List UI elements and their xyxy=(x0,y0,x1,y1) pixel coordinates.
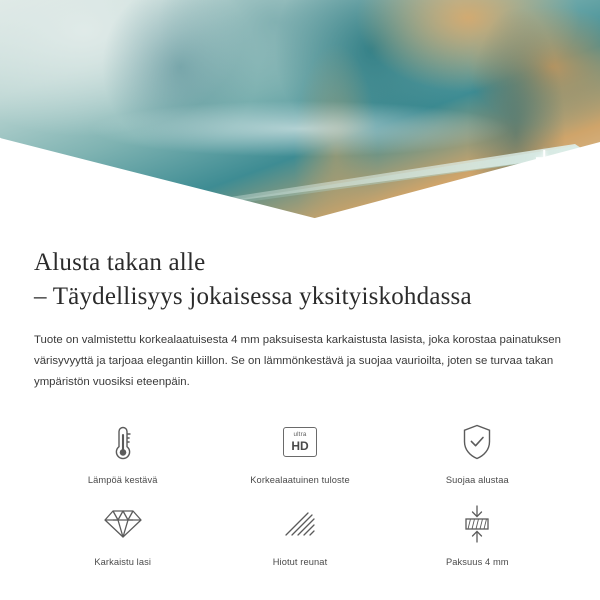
feature-label: Karkaistu lasi xyxy=(94,557,151,567)
feature-label: Korkealaatuinen tuloste xyxy=(250,475,350,485)
feature-label: Hiotut reunat xyxy=(272,557,328,567)
feature-item-heat-resistant xyxy=(34,419,211,485)
feature-label: Lämpöä kestävä xyxy=(87,475,158,485)
feature-label: Suojaa alustaa xyxy=(445,475,509,485)
headline-line-2: – Täydellisyys jokaisessa yksityiskohdassa xyxy=(34,283,472,310)
headline-line-1: Alusta takan alle xyxy=(34,249,206,276)
ultra-hd-badge-icon xyxy=(283,419,317,465)
feature-label: Paksuus 4 mm xyxy=(445,557,509,567)
feature-item-tempered-glass xyxy=(34,501,211,567)
polished-edges-icon xyxy=(282,501,318,547)
feature-item-polished-edges xyxy=(211,501,388,567)
diamond-icon xyxy=(104,501,142,547)
description-paragraph: Tuote on valmistettu korkealaatuisesta 4 mm paksuisesta karkaistusta lasista, joka korostaa painatuksen värisyvyyttä ja tarjoaa elegantin kiillon. Se on lämmönkestävä ja suojaa vaurioilta, joten se turvaa takan ympäristön vuosiksi eteenpäin. xyxy=(34,334,561,388)
feature-grid xyxy=(34,419,566,567)
badge-bottom-text: HD xyxy=(291,438,309,453)
thermometer-icon xyxy=(108,419,138,465)
badge-top-text: ultra xyxy=(293,431,307,439)
content-area xyxy=(0,246,600,567)
feature-item-thickness xyxy=(389,501,566,567)
thickness-arrows-icon xyxy=(457,501,497,547)
feature-item-surface-protection xyxy=(389,419,566,485)
feature-item-print-quality xyxy=(211,419,388,485)
page-title xyxy=(34,246,566,314)
shield-check-icon xyxy=(460,419,494,465)
hero-product-image xyxy=(0,0,600,222)
